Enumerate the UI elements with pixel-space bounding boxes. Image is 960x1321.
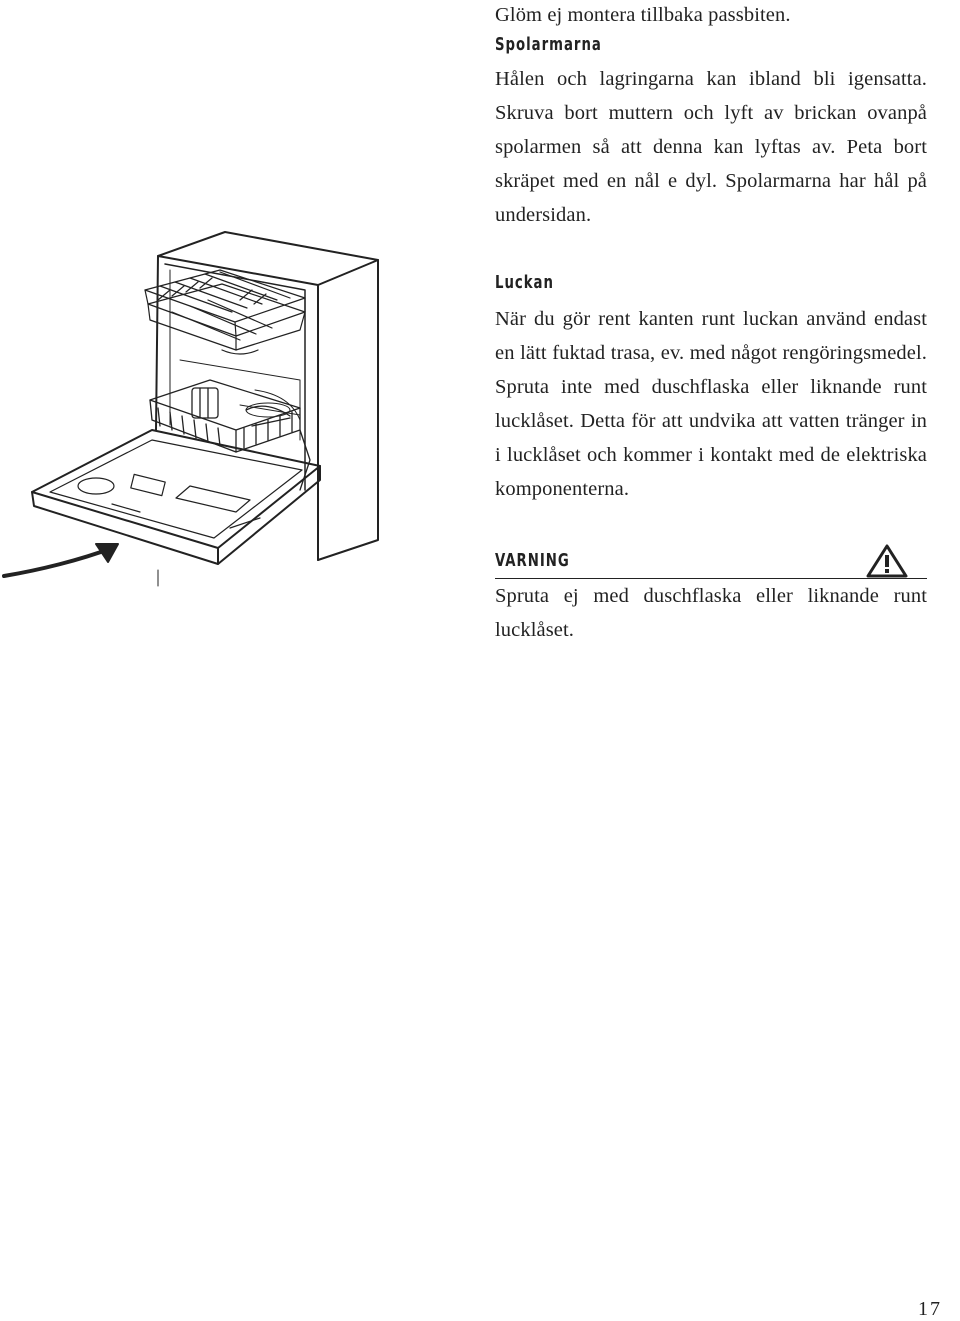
varning-text: Spruta ej med duschflaska eller liknande runt lucklåset. bbox=[495, 585, 927, 641]
spolarmarna-heading: Spolarmarna bbox=[495, 34, 602, 55]
spolarmarna-text: Hålen och lagringarna kan ibland bli igensatta. Skruva bort muttern och lyft av brickan ovanpå spolarmen så att denna kan lyftas av. Peta bort skräpet med en nål e dyl. Spolarmarna har hål på undersidan. bbox=[495, 68, 927, 226]
dishwasher-illustration bbox=[0, 230, 440, 590]
curved-arrow-icon bbox=[4, 548, 112, 576]
warning-triangle-icon bbox=[866, 544, 908, 578]
luckan-text: När du gör rent kanten runt luckan använd endast en lätt fuktad trasa, ev. med något rengöringsmedel. Spruta inte med duschflaska eller liknande runt lucklåset. Detta för att undvika att vatten tränger in i lucklåset och kommer i kontakt med de elektriska komponenterna. bbox=[495, 308, 927, 500]
page-number: 17 bbox=[918, 1298, 942, 1320]
luckan-heading: Luckan bbox=[495, 272, 554, 293]
intro-text: Glöm ej montera tillbaka passbiten. bbox=[495, 4, 791, 26]
varning-heading: VARNING bbox=[495, 550, 570, 571]
